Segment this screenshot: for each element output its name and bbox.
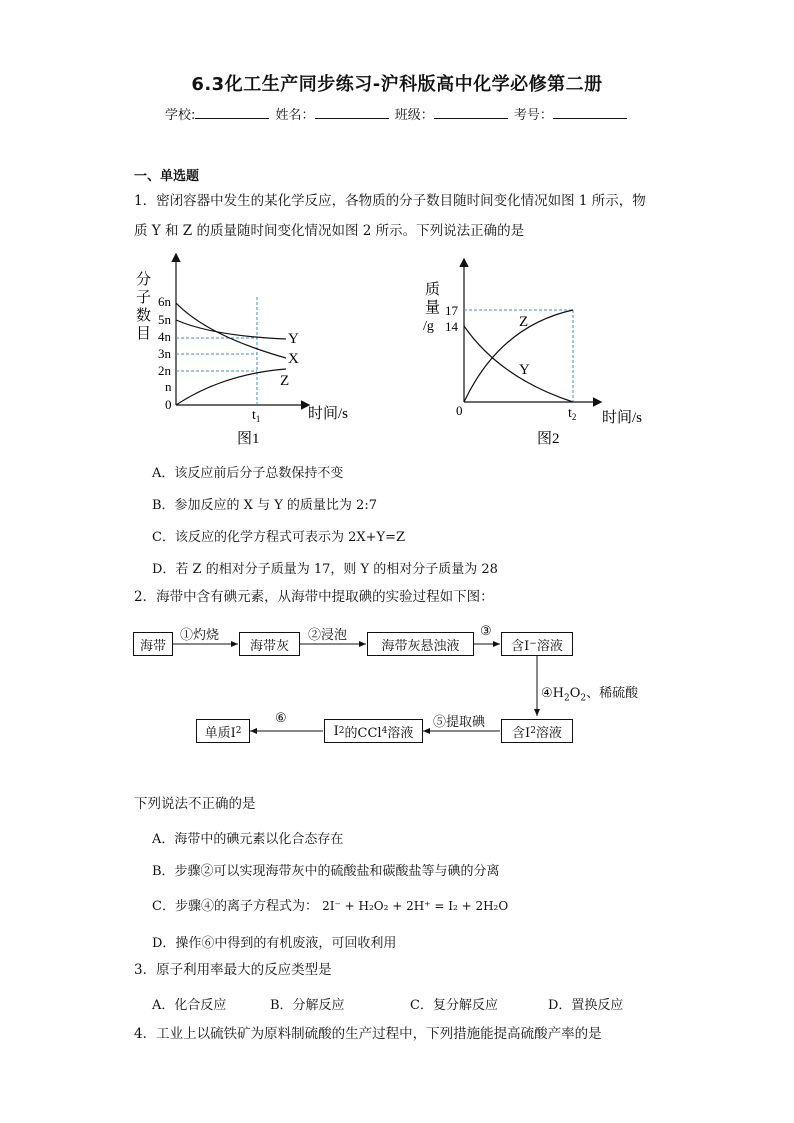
flow-box-iodine-solution: 含I 2 溶液 [501, 719, 573, 743]
q1-stem-line2: 质 Y 和 Z 的质量随时间变化情况如图 2 所示。下列说法正确的是 [134, 223, 525, 239]
flow-box-ccl4-solution: I 2 的CCl 4 溶液 [324, 719, 423, 743]
q2-option-c-equation: 2I⁻ + H₂O₂ + 2H⁺ = I₂ + 2H₂O [322, 899, 509, 913]
section-heading: 一、单选题 [134, 169, 200, 184]
q3-option-d[interactable]: D．置换反应 [548, 998, 624, 1013]
q3-option-a[interactable]: A．化合反应 [152, 998, 227, 1013]
q2-option-a[interactable]: A．海带中的碘元素以化合态存在 [152, 832, 344, 847]
fig1-label-z: Z [280, 373, 290, 389]
fig1-xlabel: 时间/s [308, 406, 348, 422]
fig1-tick-4n: 4n [158, 329, 171, 344]
fig2-tick-0: 0 [456, 403, 463, 418]
fig1-ylabel-3: 数 [136, 308, 152, 324]
q2-question: 下列说法不正确的是 [134, 796, 256, 812]
flow-step-4: $④H_2O_2$、稀硫酸 [541, 686, 639, 704]
fig1-tick-6n: 6n [158, 294, 171, 309]
fig1-tick-3n: 3n [158, 346, 171, 361]
fig1-label-y: Y [288, 331, 299, 347]
q2-option-d[interactable]: D．操作⑥中得到的有机废液，可回收利用 [152, 936, 397, 951]
page-title: 6.3化工生产同步练习-沪科版高中化学必修第二册 [191, 74, 603, 95]
fig2-tick-17: 17 [445, 303, 458, 318]
fig2-tick-14: 14 [445, 319, 458, 334]
number-label: 考号： [513, 108, 553, 123]
fig2-ylabel-3: /g [423, 319, 434, 334]
class-label: 班级： [394, 108, 434, 123]
flow-box-elemental-iodine: 单质I 2 [196, 719, 250, 743]
fig1-tick-0: 0 [165, 397, 172, 412]
fig1-tick-n: n [165, 379, 172, 394]
fig1-ylabel-2: 子 [136, 290, 152, 306]
fig1-ylabel-4: 目 [136, 326, 152, 342]
fig2-ylabel-2: 量 [425, 300, 441, 316]
flow-box-iodide-solution: 含I − 溶液 [501, 632, 573, 656]
q4-stem: 4．工业上以硫铁矿为原料制硫酸的生产过程中，下列措施能提高硫酸产率的是 [134, 1026, 602, 1042]
fig1-label-x: X [288, 351, 299, 367]
flow-step-6: ⑥ [275, 711, 287, 726]
flow-step-2: ②浸泡 [308, 628, 348, 643]
fig1-t1: $t_1$ [252, 408, 261, 424]
q2-option-b[interactable]: B．步骤②可以实现海带灰中的硫酸盐和碳酸盐等与碘的分离 [152, 864, 500, 879]
fig1-tick-5n: 5n [158, 312, 171, 327]
fig1-tick-2n: 2n [158, 363, 171, 378]
flow-step-1: ①灼烧 [180, 628, 220, 643]
flow-step-3: ③ [480, 624, 492, 639]
fig2-label-y: Y [519, 362, 530, 378]
fig2-caption: 图2 [537, 431, 560, 447]
q1-option-b[interactable]: B．参加反应的 X 与 Y 的质量比为 2:7 [152, 498, 377, 513]
q3-option-b[interactable]: B．分解反应 [270, 998, 345, 1013]
q1-option-a[interactable]: A．该反应前后分子总数保持不变 [152, 466, 344, 481]
fig1-caption: 图1 [237, 431, 260, 447]
q3-option-c[interactable]: C．复分解反应 [410, 998, 498, 1013]
fig2-ylabel-1: 质 [425, 282, 441, 298]
q1-stem-line1: 1．密闭容器中发生的某化学反应，各物质的分子数目随时间变化情况如图 1 所示，物 [134, 193, 646, 209]
q2-option-c[interactable] [152, 895, 508, 914]
q1-option-c[interactable]: C．该反应的化学方程式可表示为 2X+Y=Z [152, 530, 406, 545]
fig2-t2: $t_2$ [568, 406, 577, 422]
fig1-ylabel-1: 分 [136, 272, 152, 288]
flow-box-seaweed: 海带 [133, 632, 173, 656]
school-label: 学校: [165, 108, 196, 123]
fig2-label-z: Z [519, 314, 529, 330]
q2-option-c-text: C．步骤④的离子方程式为： [152, 899, 318, 914]
flow-box-ash: 海带灰 [239, 632, 300, 656]
flow-step-5: ⑤提取碘 [433, 715, 486, 730]
name-label: 姓名： [275, 108, 315, 123]
q1-option-d[interactable]: D．若 Z 的相对分子质量为 17，则 Y 的相对分子质量为 28 [152, 562, 498, 577]
flow-box-suspension: 海带灰悬浊液 [367, 632, 474, 656]
q2-stem: 2．海带中含有碘元素，从海带中提取碘的实验过程如下图： [134, 589, 494, 605]
fig2-xlabel: 时间/s [602, 410, 643, 426]
q3-stem: 3．原子利用率最大的反应类型是 [134, 962, 332, 978]
